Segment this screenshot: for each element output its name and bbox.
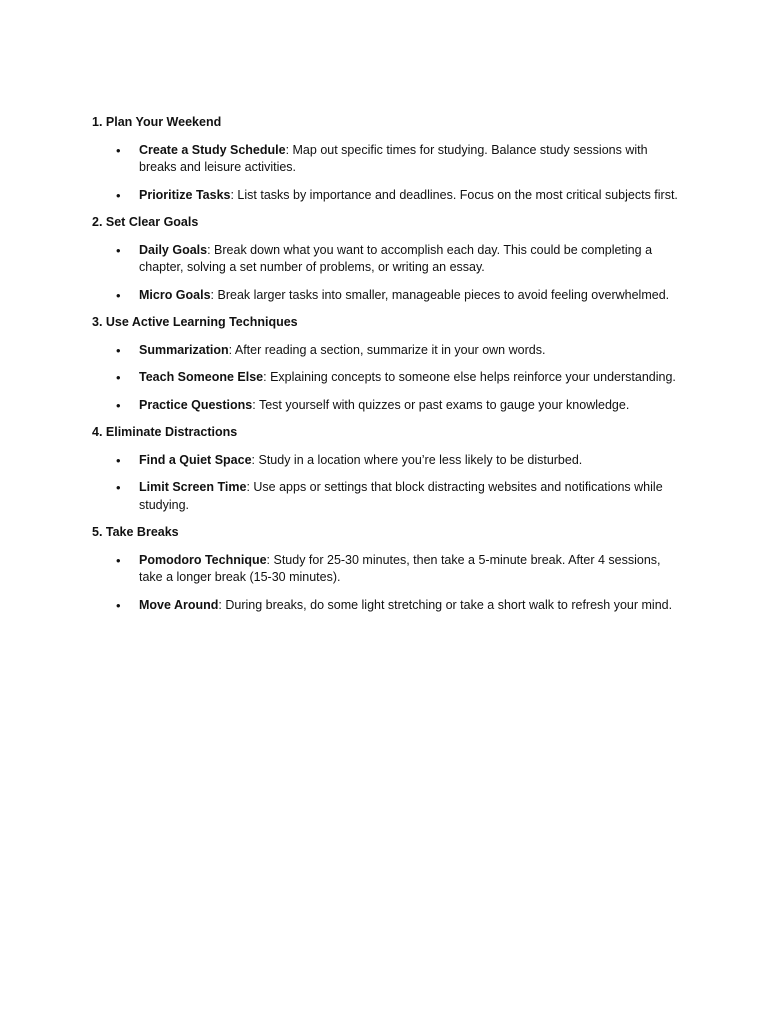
- section: [92, 424, 682, 514]
- list-item: [92, 242, 682, 277]
- item-term: Prioritize Tasks: [139, 187, 231, 202]
- bullet-list: [92, 342, 682, 415]
- list-item: [92, 142, 682, 177]
- item-text: : Study in a location where you’re less likely to be disturbed.: [251, 452, 583, 467]
- item-text: : Map out specific times for studying. Balance study sessions with breaks and leisure activities.: [139, 142, 648, 174]
- list-item: [92, 552, 682, 587]
- item-text: : Use apps or settings that block distracting websites and notifications while studying.: [139, 480, 663, 512]
- list-item: [92, 187, 682, 205]
- section: [92, 214, 682, 304]
- list-item: [92, 287, 682, 305]
- bullet-icon: •: [116, 342, 121, 358]
- list-item: [92, 597, 682, 615]
- bullet-icon: •: [116, 242, 121, 258]
- item-text: : Break larger tasks into smaller, manageable pieces to avoid feeling overwhelmed.: [210, 287, 670, 302]
- bullet-icon: •: [116, 187, 121, 203]
- list-item: [92, 369, 682, 387]
- document-body: [92, 114, 682, 624]
- item-term: Pomodoro Technique: [139, 552, 267, 567]
- bullet-icon: •: [116, 597, 121, 613]
- item-text: : Break down what you want to accomplish each day. This could be completing a chapter, solving a set number of problems, or writing an essay.: [139, 242, 653, 274]
- bullet-icon: •: [116, 397, 121, 413]
- item-term: Micro Goals: [139, 287, 211, 302]
- list-item: [92, 397, 682, 415]
- item-term: Daily Goals: [139, 242, 208, 257]
- item-term: Move Around: [139, 597, 219, 612]
- item-text: : After reading a section, summarize it in your own words.: [228, 342, 546, 357]
- section: [92, 524, 682, 614]
- bullet-list: [92, 242, 682, 305]
- item-text: : Test yourself with quizzes or past exams to gauge your knowledge.: [252, 397, 630, 412]
- bullet-icon: •: [116, 287, 121, 303]
- bullet-list: [92, 142, 682, 205]
- item-text: : Explaining concepts to someone else helps reinforce your understanding.: [263, 370, 676, 384]
- item-term: Teach Someone Else: [139, 370, 264, 384]
- list-item: [92, 479, 682, 514]
- bullet-icon: •: [116, 142, 121, 158]
- section-heading: 1. Plan Your Weekend: [92, 115, 222, 129]
- list-item: [92, 452, 682, 470]
- item-term: Summarization: [139, 342, 229, 357]
- item-term: Find a Quiet Space: [139, 452, 252, 467]
- section-heading: 4. Eliminate Distractions: [92, 425, 238, 439]
- bullet-list: [92, 452, 682, 515]
- section: [92, 114, 682, 204]
- section-heading: 5. Take Breaks: [92, 525, 179, 539]
- section-heading: 2. Set Clear Goals: [92, 215, 199, 229]
- bullet-list: [92, 552, 682, 615]
- item-text: : Study for 25-30 minutes, then take a 5-minute break. After 4 sessions, take a longer break (15-30 minutes).: [139, 552, 661, 584]
- section: [92, 314, 682, 414]
- item-text: : List tasks by importance and deadlines. Focus on the most critical subjects first.: [230, 187, 678, 202]
- item-term: Practice Questions: [139, 397, 253, 412]
- item-term: Create a Study Schedule: [139, 142, 286, 157]
- section-heading: 3. Use Active Learning Techniques: [92, 315, 298, 329]
- list-item: [92, 342, 682, 360]
- bullet-icon: •: [116, 552, 121, 568]
- bullet-icon: •: [116, 480, 121, 495]
- bullet-icon: •: [116, 370, 121, 385]
- item-text: : During breaks, do some light stretching or take a short walk to refresh your mind.: [218, 597, 673, 612]
- bullet-icon: •: [116, 452, 121, 468]
- item-term: Limit Screen Time: [139, 480, 247, 494]
